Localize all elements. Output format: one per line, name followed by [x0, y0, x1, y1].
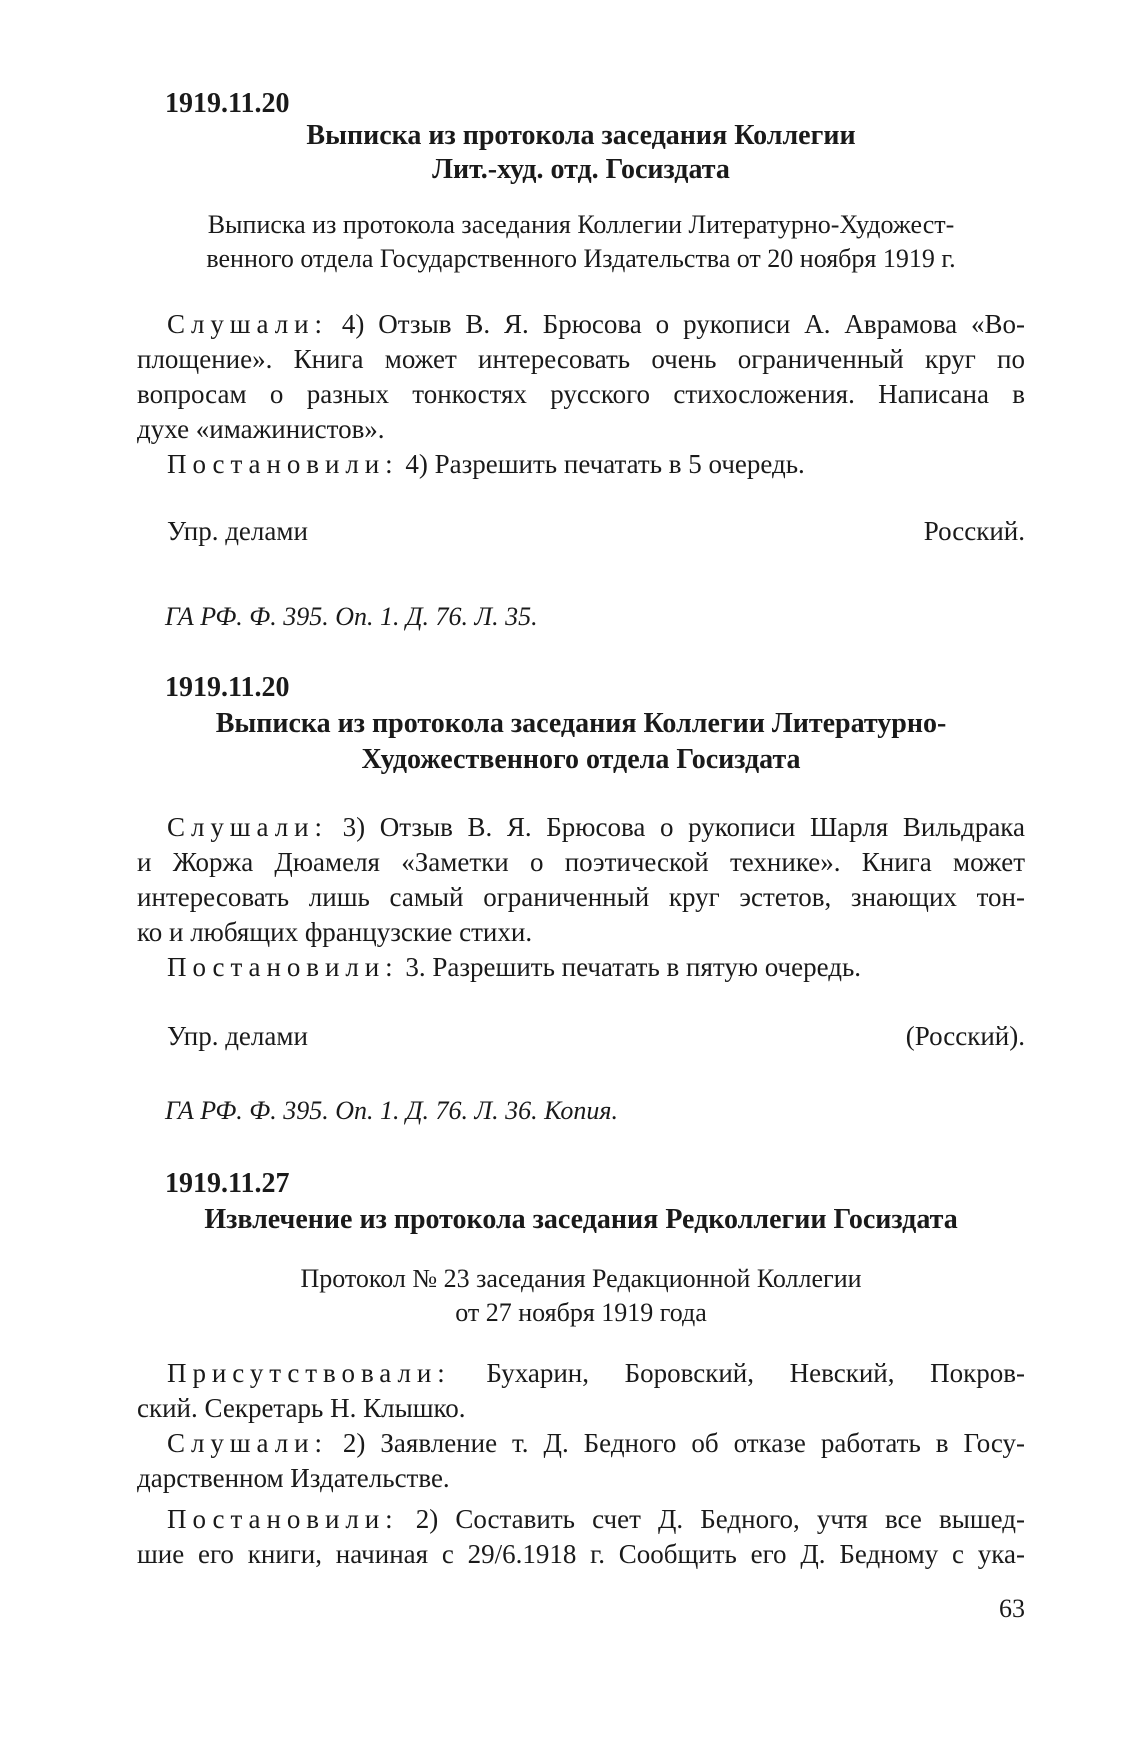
doc3-present-line1: Присутствовали: Бухарин, Боровский, Невский, Покров- [167, 1358, 1025, 1388]
doc1-heard-line4: духе «имажинистов». [137, 414, 385, 444]
doc3-decided-line2: шие его книги, начиная с 29/6.1918 г. Сообщить его Д. Бедному с ука- [137, 1539, 1025, 1569]
doc1-subtitle-line2: венного отдела Государственного Издательства от 20 ноября 1919 г. [206, 244, 956, 273]
doc3-present-line2: ский. Секретарь Н. Клышко. [137, 1393, 466, 1423]
doc3-body [137, 1356, 1025, 1572]
doc3-present-label: Присутствовали: [167, 1358, 451, 1388]
doc1-heard-line3: вопросам о разных тонкостях русского стихосложения. Написана в [137, 379, 1025, 409]
doc1-body [137, 307, 1025, 482]
doc1-signature-left: Упр. делами [167, 516, 308, 546]
page-number: 63 [999, 1594, 1025, 1623]
doc1-decided-label: Постановили: [167, 449, 399, 479]
doc2-decided-line: Постановили: 3. Разрешить печатать в пятую очередь. [167, 952, 862, 982]
doc3-subtitle-line2: от 27 ноября 1919 года [455, 1298, 707, 1327]
doc2-heard-label: Слушали: [167, 812, 328, 842]
doc2-signature-left: Упр. делами [167, 1021, 308, 1051]
doc1-heard-line1: Слушали: 4) Отзыв В. Я. Брюсова о рукописи А. Аврамова «Во- [167, 309, 1025, 339]
doc3-date: 1919.11.27 [165, 1168, 290, 1199]
doc3-heard-label: Слушали: [167, 1428, 328, 1458]
doc1-title-line1: Выписка из протокола заседания Коллегии [306, 120, 856, 151]
doc1-heard-line2: площение». Книга может интересовать очень ограниченный круг по [137, 344, 1025, 374]
doc2-signature-right: (Росский). [905, 1021, 1025, 1051]
doc1-subtitle-line1: Выписка из протокола заседания Коллегии Литературно-Художест- [207, 210, 955, 239]
doc2-title-line2: Художественного отдела Госиздата [361, 744, 801, 775]
doc2-decided-label: Постановили: [167, 952, 399, 982]
doc2-heard-line4: ко и любящих французские стихи. [137, 917, 533, 947]
doc1-decided-line: Постановили: 4) Разрешить печатать в 5 очередь. [167, 449, 805, 479]
doc2-body [137, 810, 1025, 985]
doc1-title-line2: Лит.-худ. отд. Госиздата [432, 154, 730, 185]
doc2-heard-line3: интересовать лишь самый ограниченный круг эстетов, знающих тон- [137, 882, 1025, 912]
doc3-title-line1: Извлечение из протокола заседания Редколлегии Госиздата [204, 1204, 958, 1235]
doc2-title-line1: Выписка из протокола заседания Коллегии Литературно- [215, 708, 947, 739]
doc2-signature [137, 1019, 1025, 1054]
doc1-archive-source: ГА РФ. Ф. 395. Оп. 1. Д. 76. Л. 35. [165, 602, 538, 631]
doc3-subtitle-line1: Протокол № 23 заседания Редакционной Коллегии [300, 1264, 862, 1293]
doc2-archive-source: ГА РФ. Ф. 395. Оп. 1. Д. 76. Л. 36. Копия. [165, 1096, 619, 1125]
doc2-heard-line2: и Жоржа Дюамеля «Заметки о поэтической технике». Книга может [137, 847, 1025, 877]
doc1-signature [137, 514, 1025, 549]
doc1-signature-right: Росский. [923, 516, 1025, 546]
doc2-heard-line1: Слушали: 3) Отзыв В. Я. Брюсова о рукописи Шарля Вильдрака [167, 812, 1025, 842]
doc1-date: 1919.11.20 [165, 88, 290, 119]
doc3-heard-line1: Слушали: 2) Заявление т. Д. Бедного об отказе работать в Госу- [167, 1428, 1025, 1458]
doc2-date: 1919.11.20 [165, 672, 290, 703]
doc3-decided-label: Постановили: [167, 1504, 399, 1534]
doc1-heard-label: Слушали: [167, 309, 328, 339]
doc3-decided-line1: Постановили: 2) Составить счет Д. Бедного, учтя все вышед- [167, 1504, 1025, 1534]
doc3-heard-line2: дарственном Издательстве. [137, 1463, 450, 1493]
